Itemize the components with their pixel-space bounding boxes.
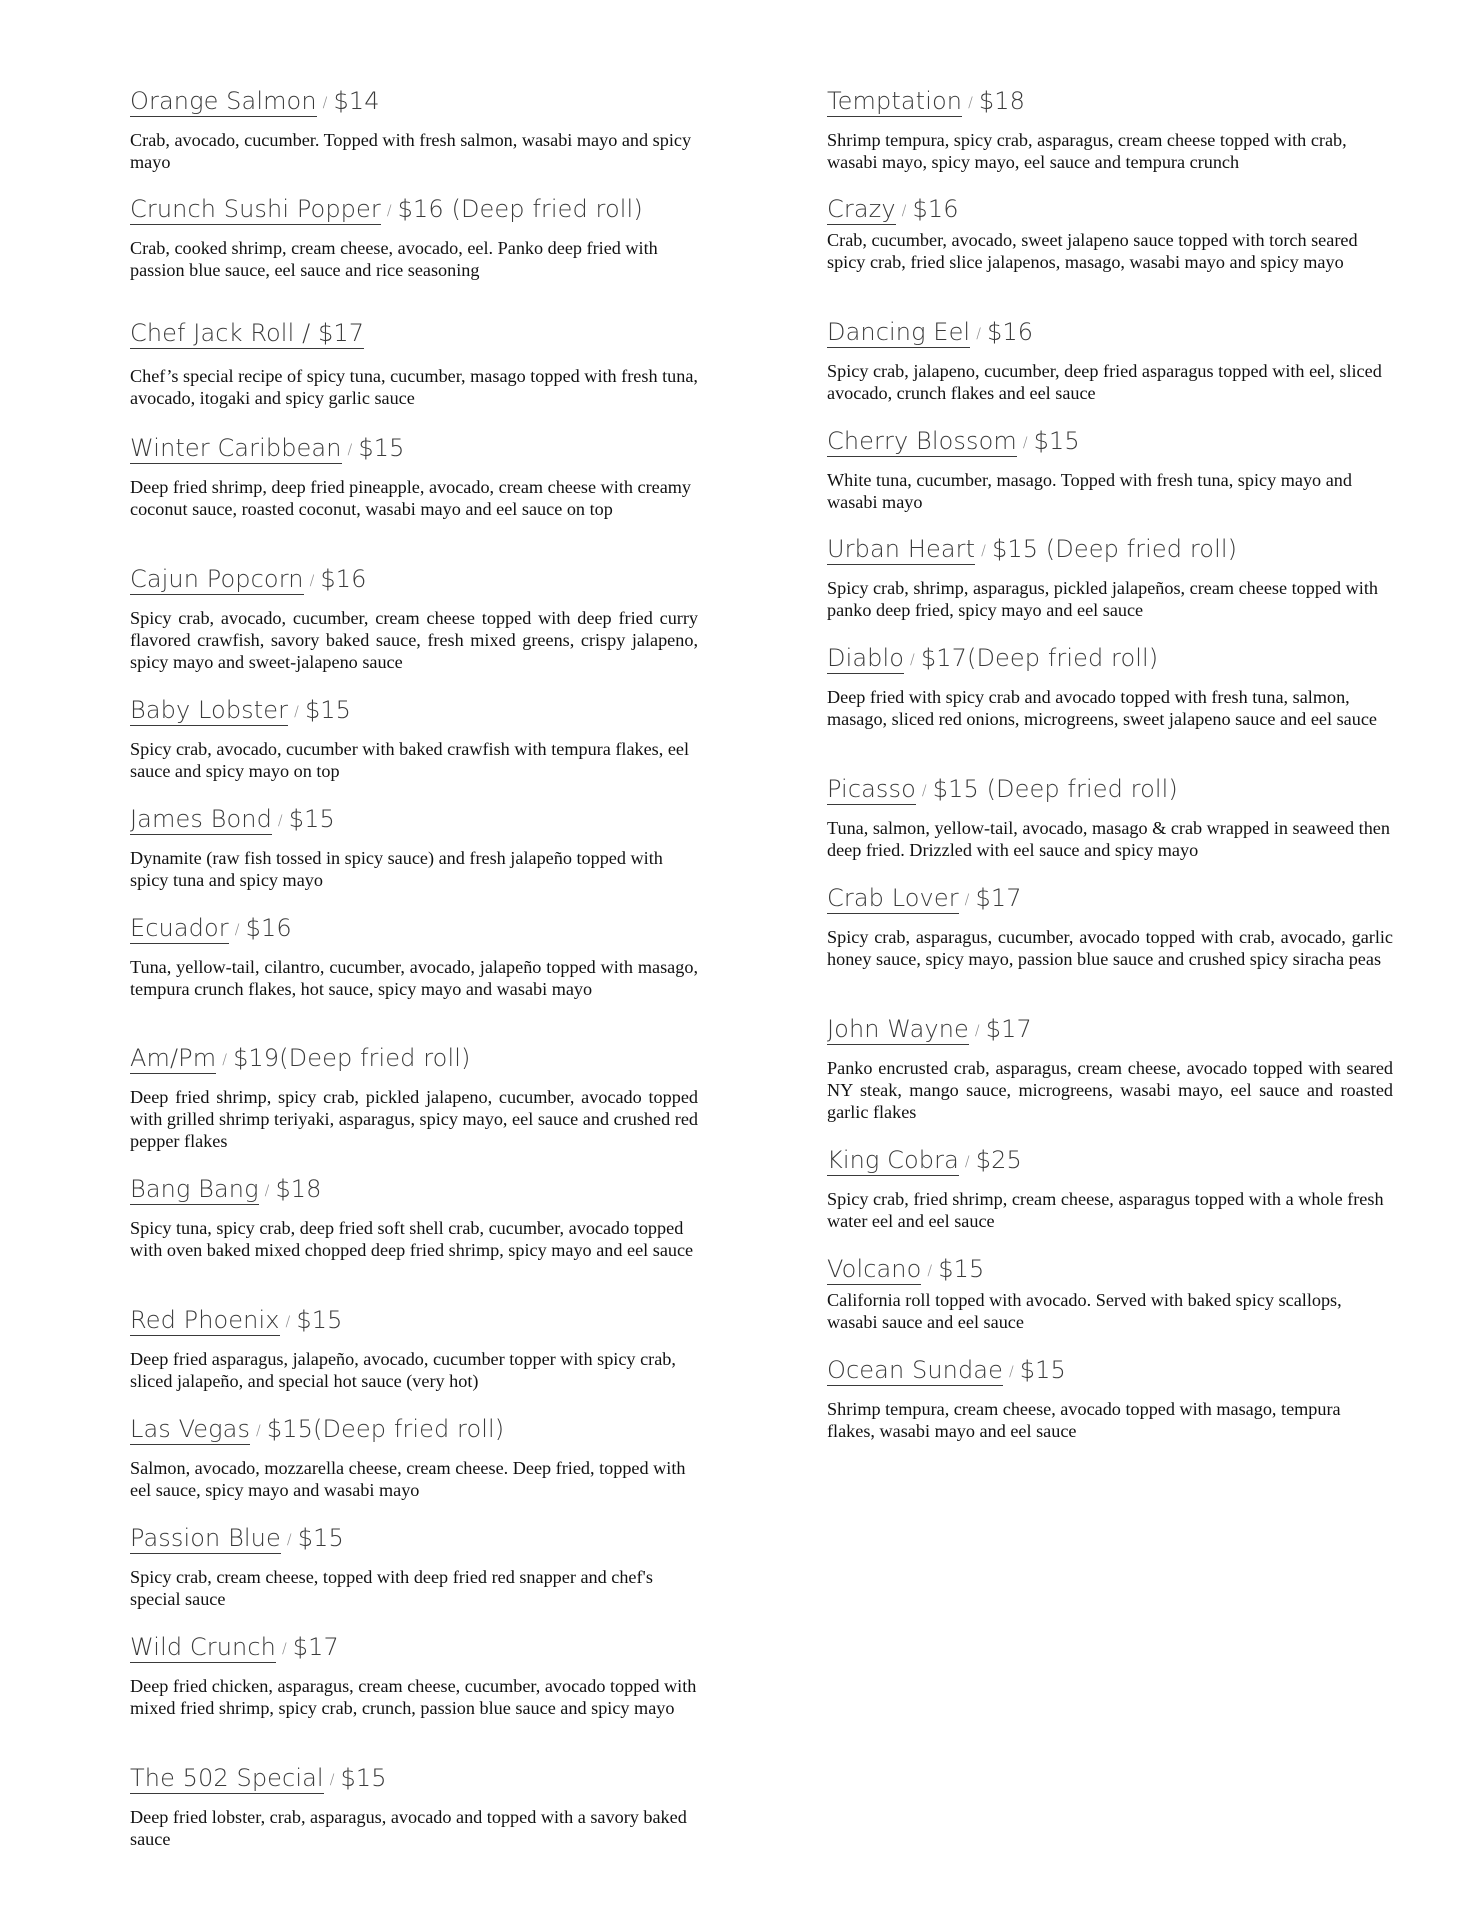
menu-item-price: $17 — [975, 884, 1022, 912]
menu-item-price: $16 — [245, 914, 292, 942]
menu-item-title — [827, 424, 1393, 460]
menu-item-name: Red Phoenix — [130, 1306, 280, 1334]
menu-item-title — [827, 315, 1393, 351]
menu-item-price: $16 — [987, 318, 1034, 346]
menu-item-price: $15 — [288, 805, 335, 833]
menu-item-description: Dynamite (raw fish tossed in spicy sauce) and fresh jalapeño topped with spicy tuna and spicy mayo — [130, 848, 663, 890]
menu-item-title — [130, 431, 698, 467]
menu-item — [827, 1012, 1393, 1123]
menu-item-separator: / — [256, 1423, 261, 1439]
menu-item-price: $17 — [292, 1633, 339, 1661]
menu-item-title — [827, 192, 1393, 228]
menu-item-description: Spicy crab, asparagus, cucumber, avocado topped with crab, avocado, garlic honey sauce, spicy mayo, passion blue sauce and crushed spicy siracha peas — [827, 927, 1393, 969]
menu-item-title — [130, 1041, 698, 1077]
menu-item-name: Las Vegas — [130, 1415, 251, 1443]
menu-item-separator: / — [974, 1023, 980, 1039]
menu-item-description: Deep fried asparagus, jalapeño, avocado, cucumber topper with spicy crab, sliced jalapeño, and special hot sauce (very hot) — [130, 1349, 676, 1391]
menu-item-title — [130, 84, 698, 120]
menu-item — [130, 1521, 698, 1610]
menu-item — [827, 315, 1393, 404]
menu-item-price: $15 — [1033, 427, 1080, 455]
menu-item — [827, 84, 1393, 173]
menu-item-description: Shrimp tempura, spicy crab, asparagus, cream cheese topped with crab, wasabi mayo, spicy mayo, eel sauce and tempura crunch — [827, 130, 1347, 172]
menu-item-description: Deep fried with spicy crab and avocado topped with fresh tuna, salmon, masago, sliced red onions, microgreens, sweet jalapeno sauce and eel sauce — [827, 687, 1377, 729]
menu-item-name: Orange Salmon — [130, 87, 317, 115]
menu-item-price: $15 — [297, 1524, 344, 1552]
menu-item-price: $14 — [333, 87, 380, 115]
menu-item-separator: / — [294, 704, 299, 720]
menu-item-name: Dancing Eel — [827, 318, 971, 346]
menu-item-separator: / — [329, 1772, 335, 1788]
menu-item-name: Crunch Sushi Popper — [130, 195, 381, 223]
menu-item — [827, 424, 1393, 513]
menu-item-separator: / — [281, 1641, 287, 1657]
menu-item-price: $15 — [358, 434, 405, 462]
menu-item-title — [827, 1012, 1393, 1048]
menu-item — [827, 1252, 1393, 1333]
menu-item — [827, 641, 1393, 730]
menu-item — [130, 1041, 698, 1152]
menu-item-separator: / — [927, 1263, 933, 1279]
menu-item — [827, 532, 1393, 621]
menu-item-separator: / — [964, 1154, 970, 1170]
menu-item-description: Panko encrusted crab, asparagus, cream cheese, avocado topped with seared NY steak, mango sauce, microgreens, wasabi mayo, eel sauce and roasted garlic flakes — [827, 1058, 1393, 1122]
menu-item-title — [130, 316, 698, 350]
menu-item-description: Spicy crab, jalapeno, cucumber, deep fried asparagus topped with eel, sliced avocado, crunch flakes and eel sauce — [827, 361, 1382, 403]
menu-item-price: $19(Deep fried roll) — [233, 1044, 471, 1072]
menu-item-separator: / — [222, 1052, 228, 1068]
menu-item — [130, 562, 698, 673]
menu-item-name: Wild Crunch — [130, 1633, 276, 1661]
menu-item-name: Crab Lover — [827, 884, 959, 912]
menu-item-price: $25 — [975, 1146, 1022, 1174]
menu-item-title — [130, 802, 698, 838]
menu-item-name: James Bond — [130, 805, 272, 833]
menu-item-name: Temptation — [827, 87, 963, 115]
menu-item-description: Deep fried lobster, crab, asparagus, avocado and topped with a savory baked sauce — [130, 1807, 687, 1849]
menu-item — [827, 1143, 1393, 1232]
menu-item-separator: / — [981, 543, 986, 559]
menu-item-description: Spicy tuna, spicy crab, deep fried soft shell crab, cucumber, avocado topped with oven baked mixed chopped deep fried shrimp, spicy mayo and eel sauce — [130, 1218, 694, 1260]
menu-item — [827, 772, 1393, 861]
menu-item-description: Deep fried shrimp, deep fried pineapple, avocado, cream cheese with creamy coconut sauce, roasted coconut, wasabi mayo and eel sauce on top — [130, 477, 692, 519]
menu-item-price: $16 — [912, 195, 959, 223]
menu-item-separator: / — [976, 326, 982, 342]
menu-item-description: Spicy crab, avocado, cucumber, cream cheese topped with deep fried curry flavored crawfish, savory baked sauce, fresh mixed greens, crispy jalapeno, spicy mayo and sweet-jalapeno sauce — [130, 608, 698, 672]
menu-item-separator: / — [347, 442, 353, 458]
menu-item-price: $18 — [978, 87, 1025, 115]
menu-item-price: $16 (Deep fried roll) — [397, 195, 643, 223]
menu-item — [130, 431, 698, 520]
menu-item-description: Tuna, salmon, yellow-tail, avocado, masago & crab wrapped in seaweed then deep fried. Drizzled with eel sauce and spicy mayo — [827, 818, 1390, 860]
menu-item-price: $15 — [938, 1255, 985, 1283]
menu-item-title — [130, 1761, 698, 1797]
menu-item-price: $15 — [340, 1764, 387, 1792]
menu-item-description: Deep fried chicken, asparagus, cream cheese, cucumber, avocado topped with mixed fried shrimp, spicy crab, crunch, passion blue sauce and spicy mayo — [130, 1676, 697, 1718]
menu-item-separator: / — [322, 95, 328, 111]
menu-item-description: Tuna, yellow-tail, cilantro, cucumber, avocado, jalapeño topped with masago, tempura crunch flakes, hot sauce, spicy mayo and wasabi mayo — [130, 957, 698, 999]
menu-item-separator: / — [277, 813, 283, 829]
menu-item-title — [827, 1353, 1393, 1389]
menu-item — [130, 1172, 698, 1261]
menu-item — [130, 693, 698, 782]
menu-item-description: Crab, cucumber, avocado, sweet jalapeno sauce topped with torch seared spicy crab, fried slice jalapenos, masago, wasabi mayo and spicy mayo — [827, 230, 1358, 272]
menu-item-price: $18 — [275, 1175, 322, 1203]
menu-item-name: Cherry Blossom — [827, 427, 1017, 455]
menu-item-name: The 502 Special — [130, 1764, 324, 1792]
menu-item-price: $17 — [985, 1015, 1032, 1043]
menu-item-description: Salmon, avocado, mozzarella cheese, cream cheese. Deep fried, topped with eel sauce, spicy mayo and wasabi mayo — [130, 1458, 686, 1500]
menu-item-price: $15(Deep fried roll) — [266, 1415, 505, 1443]
menu-item-description: Spicy crab, avocado, cucumber with baked crawfish with tempura flakes, eel sauce and spicy mayo on top — [130, 739, 690, 781]
menu-item-description: Shrimp tempura, cream cheese, avocado topped with masago, tempura flakes, wasabi mayo and eel sauce — [827, 1399, 1341, 1441]
menu-item-separator: / — [964, 892, 970, 908]
menu-item-name: Bang Bang — [130, 1175, 259, 1203]
menu-item-title — [130, 192, 698, 228]
menu-item-separator: / — [234, 922, 240, 938]
menu-item — [130, 1412, 698, 1501]
menu-item-separator: / — [264, 1183, 270, 1199]
menu-item-title — [827, 532, 1393, 568]
menu-item-name: Baby Lobster — [130, 696, 289, 724]
menu-item-separator: / — [1022, 435, 1028, 451]
menu-item — [130, 1761, 698, 1850]
menu-item — [130, 84, 698, 173]
menu-item-price: $15 — [304, 696, 352, 724]
menu-item — [130, 802, 698, 891]
menu-item-separator: / — [1008, 1364, 1014, 1380]
menu-item-price: $15 — [1019, 1356, 1066, 1384]
menu-item-title — [827, 881, 1393, 917]
menu-item — [130, 1303, 698, 1392]
menu-item — [130, 192, 698, 281]
menu-item-name: Am/Pm — [130, 1044, 217, 1072]
menu-item — [827, 881, 1393, 970]
menu-item-title — [827, 1143, 1393, 1179]
menu-item-name: Volcano — [827, 1255, 922, 1283]
menu-item-separator: / — [921, 783, 927, 799]
menu-item-separator: / — [901, 203, 907, 219]
menu-item-name: Ecuador — [130, 914, 229, 942]
menu-item — [827, 192, 1393, 273]
menu-item-price: $15 (Deep fried roll) — [932, 775, 1178, 803]
menu-item-separator: / — [910, 652, 915, 668]
menu-item-title — [130, 693, 698, 729]
menu-item-title — [827, 1252, 1393, 1288]
menu-item-price: $15 (Deep fried roll) — [991, 535, 1238, 563]
menu-item-name: John Wayne — [827, 1015, 969, 1043]
menu-item-name: Urban Heart — [827, 535, 976, 563]
menu-item-name: Passion Blue — [130, 1524, 281, 1552]
menu-item — [130, 1630, 698, 1719]
menu-item-name: Cajun Popcorn — [130, 565, 304, 593]
menu-item — [130, 316, 698, 409]
menu-item-description: Spicy crab, shrimp, asparagus, pickled jalapeños, cream cheese topped with panko deep fried, spicy mayo and eel sauce — [827, 578, 1378, 620]
menu-item-name: Picasso — [827, 775, 916, 803]
menu-item-title — [827, 772, 1393, 808]
menu-item-description: Spicy crab, cream cheese, topped with deep fried red snapper and chef's special sauce — [130, 1567, 653, 1609]
menu-item-name: Chef Jack Roll / $17 — [130, 319, 365, 347]
menu-item-title — [130, 1303, 698, 1339]
menu-item-name: Ocean Sundae — [827, 1356, 1003, 1384]
menu-item-title — [130, 1521, 698, 1557]
menu-item-name: Diablo — [827, 644, 905, 672]
menu-item-description: California roll topped with avocado. Served with baked spicy scallops, wasabi sauce and eel sauce — [827, 1290, 1342, 1332]
menu-item-price: $17(Deep fried roll) — [920, 644, 1159, 672]
menu-item — [130, 911, 698, 1000]
menu-item-description: Deep fried shrimp, spicy crab, pickled jalapeno, cucumber, avocado topped with grilled shrimp teriyaki, asparagus, spicy mayo, eel sauce and crushed red pepper flakes — [130, 1087, 698, 1151]
menu-item-name: King Cobra — [827, 1146, 959, 1174]
menu-item-title — [130, 1172, 698, 1208]
menu-item-separator: / — [285, 1314, 291, 1330]
menu-item-title — [130, 1412, 698, 1448]
menu-item — [827, 1353, 1393, 1442]
menu-item-title — [827, 84, 1393, 120]
menu-item-name: Winter Caribbean — [130, 434, 342, 462]
menu-item-description: Chef’s special recipe of spicy tuna, cucumber, masago topped with fresh tuna, avocado, itogaki and spicy garlic sauce — [130, 366, 698, 408]
menu-item-separator: / — [968, 95, 973, 111]
menu-item-separator: / — [309, 573, 315, 589]
menu-item-description: White tuna, cucumber, masago. Topped with fresh tuna, spicy mayo and wasabi mayo — [827, 470, 1352, 512]
menu-item-description: Spicy crab, fried shrimp, cream cheese, asparagus topped with a whole fresh water eel and eel sauce — [827, 1189, 1384, 1231]
menu-item-name: Crazy — [827, 195, 896, 223]
menu-item-title — [827, 641, 1393, 677]
menu-item-separator: / — [286, 1532, 292, 1548]
menu-item-separator: / — [386, 203, 392, 219]
menu-item-title — [130, 562, 698, 598]
menu-item-price: $16 — [320, 565, 367, 593]
menu-item-description: Crab, avocado, cucumber. Topped with fresh salmon, wasabi mayo and spicy mayo — [130, 130, 692, 172]
menu-item-description: Crab, cooked shrimp, cream cheese, avocado, eel. Panko deep fried with passion blue sauce, eel sauce and rice seasoning — [130, 238, 658, 280]
menu-item-title — [130, 1630, 698, 1666]
menu-item-title — [130, 911, 698, 947]
menu-item-price: $15 — [296, 1306, 343, 1334]
